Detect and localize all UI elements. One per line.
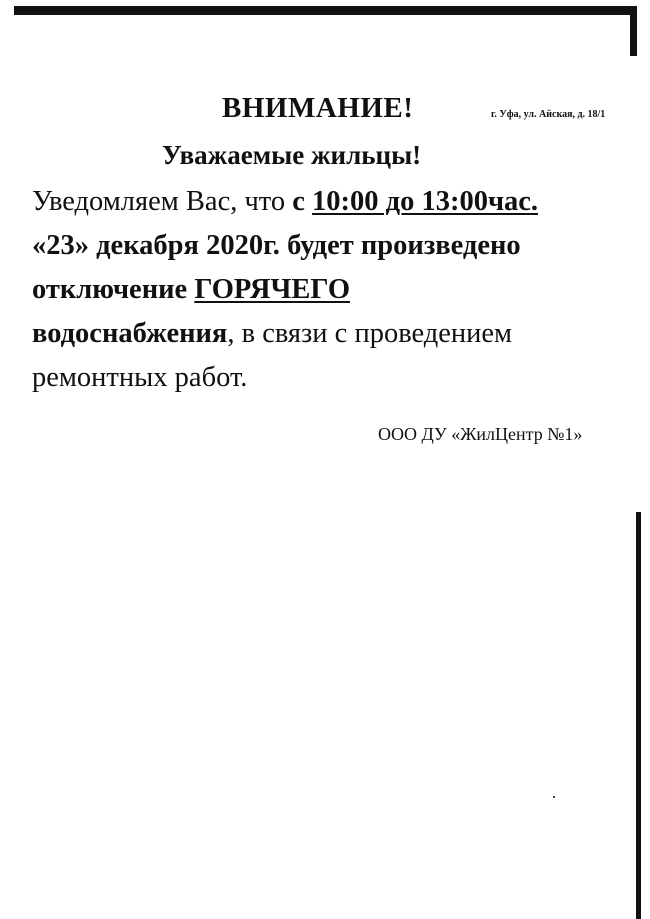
company-signature: ООО ДУ «ЖилЦентр №1»: [378, 424, 583, 444]
time-prefix: с: [292, 186, 305, 217]
notice-line-4: [32, 312, 632, 356]
intro-text: Уведомляем Вас, что: [32, 186, 286, 217]
notice-line-1: [32, 180, 632, 224]
shutdown-text: отключение: [32, 274, 188, 305]
works-text: ремонтных работ.: [32, 362, 248, 393]
notice-body: [32, 180, 632, 400]
will-be-text: будет произведено: [287, 230, 521, 261]
building-address: г. Уфа, ул. Айская, д. 18/1: [491, 109, 606, 120]
scan-top-border: [14, 6, 636, 15]
scan-right-border: [636, 512, 641, 919]
notice-line-2: [32, 224, 632, 268]
time-range: 10:00 до 13:00час.: [312, 186, 539, 217]
water-supply-text: водоснабжения: [32, 318, 228, 349]
notice-line-3: [32, 268, 632, 312]
reason-text: , в связи с проведением: [227, 318, 513, 349]
notice-title: ВНИМАНИЕ!: [222, 92, 414, 124]
scan-speck: [553, 796, 555, 798]
shutdown-date: «23» декабря 2020г.: [32, 230, 280, 261]
hot-water-label: ГОРЯЧЕГО: [194, 274, 351, 305]
greeting: Уважаемые жильцы!: [162, 140, 422, 170]
notice-line-5: [32, 356, 632, 400]
scan-top-right-border: [630, 6, 637, 56]
